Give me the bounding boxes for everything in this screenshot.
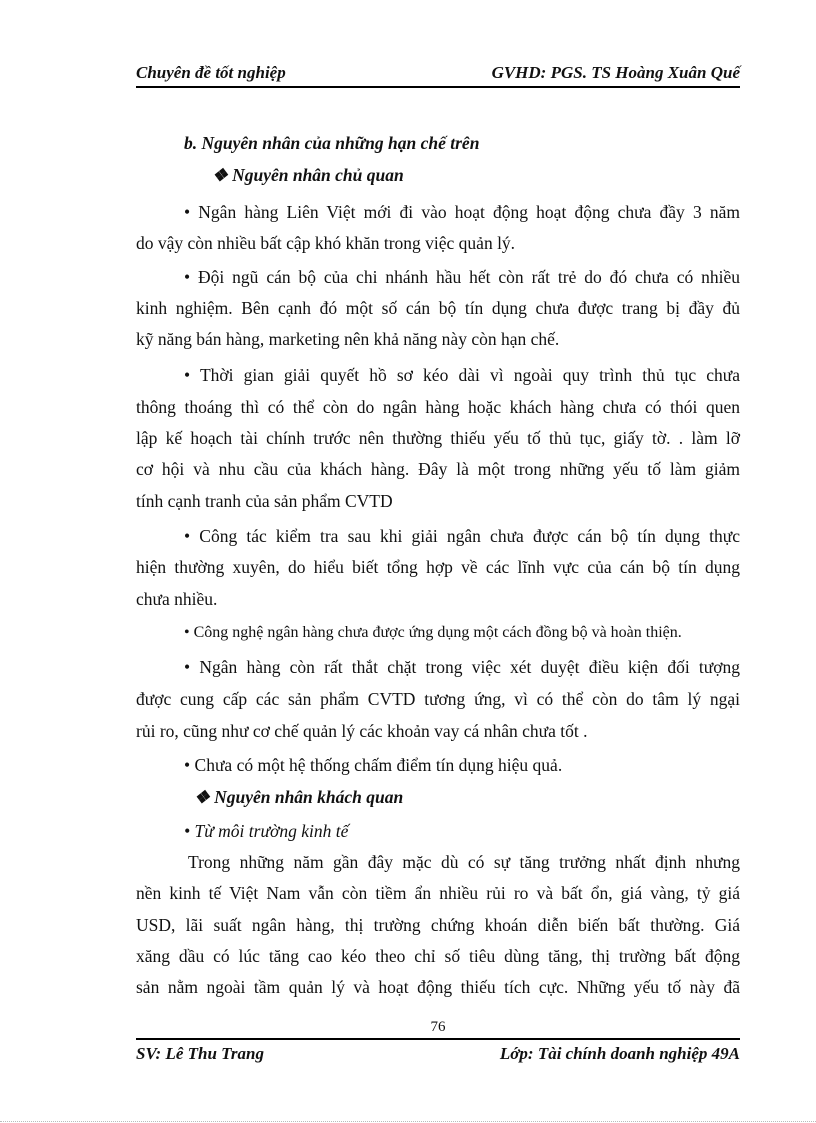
paragraph-line: • Ngân hàng Liên Việt mới đi vào hoạt động hoạt động chưa đầy 3 năm: [184, 202, 740, 222]
bullet-dot-icon: •: [184, 821, 191, 841]
paragraph-line: lập kế hoạch tài chính trước nên thường thiếu yếu tố thủ tục, giấy tờ. . làm lỡ: [136, 428, 740, 448]
subsection-objective: [194, 786, 798, 808]
paragraph-line: hiện thường xuyên, do hiểu biết tổng hợp về các lĩnh vực của cán bộ tín dụng: [136, 557, 740, 577]
paragraph-line: cơ hội và nhu cầu của khách hàng. Đây là một trong những yếu tố làm giảm: [136, 459, 740, 479]
page-number: 76: [430, 1019, 446, 1035]
header-course: Chuyên đề tốt nghiệp: [136, 63, 286, 82]
paragraph-line: • Công nghệ ngân hàng chưa được ứng dụng một cách đồng bộ và hoàn thiện.: [184, 624, 682, 641]
paragraph-line: • Ngân hàng còn rất thắt chặt trong việc xét duyệt điều kiện đối tượng: [184, 657, 740, 677]
paragraph-line: chưa nhiều.: [136, 589, 218, 609]
paragraph-line: • Công tác kiểm tra sau khi giải ngân chưa được cán bộ tín dụng thực: [184, 526, 740, 546]
diamond-bullet-icon: ❖: [212, 165, 228, 185]
section-title: b. Nguyên nhân của những hạn chế trên: [184, 133, 480, 153]
paragraph-line: • Từ môi trường kinh tế: [184, 821, 349, 841]
paragraph-line: thông thoáng thì có thể còn do ngân hàng hoặc khách hàng chưa có thói quen: [136, 397, 740, 417]
bullet-dot-icon: •: [184, 526, 191, 546]
paragraph-line: do vậy còn nhiều bất cập khó khăn trong việc quản lý.: [136, 233, 516, 253]
paragraph-line: sản nằm ngoài tầm quản lý và hoạt động thiếu tích cực. Những yếu tố này đã: [136, 977, 740, 997]
footer-class: Lớp: Tài chính doanh nghiệp 49A: [499, 1044, 740, 1063]
page-header: [136, 62, 740, 84]
diamond-bullet-icon: ❖: [194, 787, 210, 807]
page-edge-divider: [0, 1121, 816, 1122]
subsection-subjective: [212, 164, 816, 186]
header-supervisor: GVHD: PGS. TS Hoàng Xuân Quế: [491, 63, 740, 82]
footer-student: SV: Lê Thu Trang: [136, 1044, 264, 1063]
bullet-dot-icon: •: [184, 624, 190, 641]
paragraph-line: • Thời gian giải quyết hồ sơ kéo dài vì ngoài quy trình thủ tục chưa: [184, 365, 740, 385]
paragraph-line: • Đội ngũ cán bộ của chi nhánh hầu hết còn rất trẻ do đó chưa có nhiều: [184, 267, 740, 287]
paragraph-line: rủi ro, cũng như cơ chế quản lý các khoản vay cá nhân chưa tốt .: [136, 721, 588, 741]
paragraph-line: • Chưa có một hệ thống chấm điểm tín dụng hiệu quả.: [184, 755, 563, 775]
bullet-dot-icon: •: [184, 202, 191, 222]
header-rule: [136, 86, 740, 88]
paragraph-line: kỹ năng bán hàng, marketing nên khả năng này còn hạn chế.: [136, 329, 560, 349]
bullet-dot-icon: •: [184, 365, 191, 385]
paragraph-line: Trong những năm gần đây mặc dù có sự tăng trưởng nhất định nhưng: [188, 852, 740, 872]
paragraph-line: nền kinh tế Việt Nam vẫn còn tiềm ẩn nhiều rủi ro và bất ổn, giá vàng, tỷ giá: [136, 883, 740, 903]
subsection-title: Nguyên nhân khách quan: [214, 787, 404, 807]
subsection-title: Nguyên nhân chủ quan: [232, 165, 404, 185]
paragraph-line: USD, lãi suất ngân hàng, thị trường chứng khoán diễn biến bất thường. Giá: [136, 915, 740, 935]
paragraph-line: xăng dầu có lúc tăng cao kéo theo chỉ số tiêu dùng tăng, thị trường bất động: [136, 946, 740, 966]
paragraph-line: được cung cấp các sản phẩm CVTD tương ứng, vì có thể còn do tâm lý ngại: [136, 689, 740, 709]
bullet-dot-icon: •: [184, 267, 191, 287]
footer-rule: [136, 1038, 740, 1040]
bullet-dot-icon: •: [184, 657, 191, 677]
page-footer: [136, 1043, 740, 1065]
bullet-dot-icon: •: [184, 755, 191, 775]
paragraph-line: tính cạnh tranh của sản phẩm CVTD: [136, 491, 393, 511]
paragraph-line: kinh nghiệm. Bên cạnh đó một số cán bộ tín dụng chưa được trang bị đầy đủ: [136, 298, 740, 318]
